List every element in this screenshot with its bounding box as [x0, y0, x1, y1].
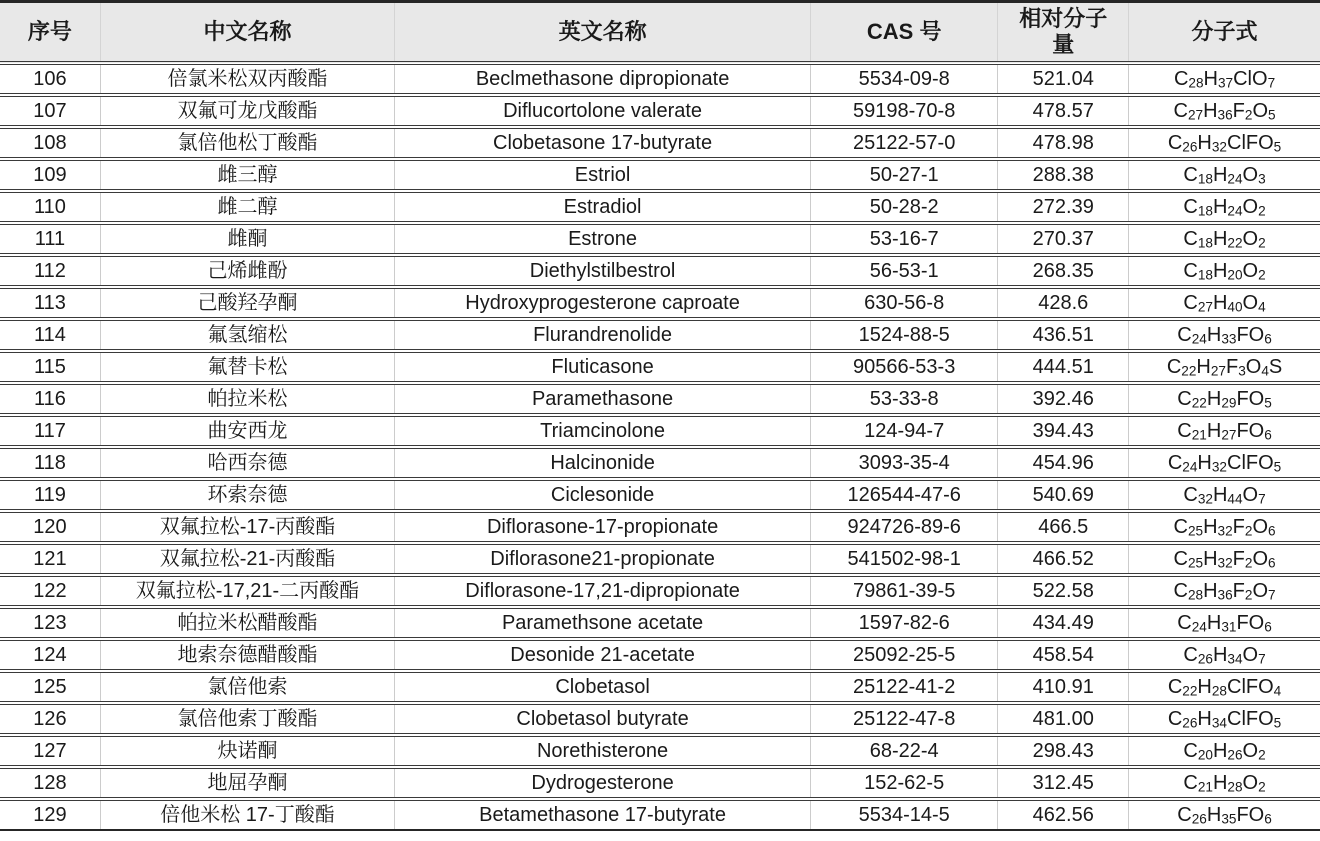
cell-english-name: Clobetasone 17-butyrate: [395, 127, 811, 159]
cell-index: 116: [0, 383, 100, 415]
table-row: [0, 703, 1320, 735]
cell-chinese-name: 帕拉米松: [100, 383, 394, 415]
cell-molecular-formula: $C_{26}H_{32}ClFO_5$: [1129, 127, 1320, 159]
cell-molecular-weight: 521.04: [998, 63, 1129, 95]
cell-molecular-formula: $C_{26}H_{34}ClFO_5$: [1129, 703, 1320, 735]
cell-cas-number: 25122-41-2: [810, 671, 997, 703]
cell-index: 114: [0, 319, 100, 351]
cell-molecular-formula: $C_{18}H_{24}O_3$: [1129, 159, 1320, 191]
cell-index: 126: [0, 703, 100, 735]
cell-chinese-name: 雌三醇: [100, 159, 394, 191]
cell-molecular-weight: 478.98: [998, 127, 1129, 159]
cell-chinese-name: 倍他米松 17-丁酸酯: [100, 799, 394, 830]
cell-english-name: Desonide 21-acetate: [395, 639, 811, 671]
cell-cas-number: 5534-09-8: [810, 63, 997, 95]
cell-english-name: Fluticasone: [395, 351, 811, 383]
cell-index: 109: [0, 159, 100, 191]
cell-chinese-name: 炔诺酮: [100, 735, 394, 767]
cell-chinese-name: 氯倍他索: [100, 671, 394, 703]
cell-cas-number: 56-53-1: [810, 255, 997, 287]
cell-molecular-weight: 394.43: [998, 415, 1129, 447]
cell-cas-number: 126544-47-6: [810, 479, 997, 511]
cell-index: 117: [0, 415, 100, 447]
cell-molecular-formula: $C_{18}H_{24}O_2$: [1129, 191, 1320, 223]
cell-molecular-formula: $C_{26}H_{35}FO_6$: [1129, 799, 1320, 830]
cell-index: 120: [0, 511, 100, 543]
table-row: [0, 351, 1320, 383]
table-row: [0, 415, 1320, 447]
cell-chinese-name: 己烯雌酚: [100, 255, 394, 287]
cell-molecular-weight: 270.37: [998, 223, 1129, 255]
cell-english-name: Diflorasone-17-propionate: [395, 511, 811, 543]
cell-cas-number: 25122-47-8: [810, 703, 997, 735]
cell-english-name: Ciclesonide: [395, 479, 811, 511]
cell-molecular-formula: $C_{21}H_{28}O_2$: [1129, 767, 1320, 799]
cell-chinese-name: 双氟拉松-21-丙酸酯: [100, 543, 394, 575]
cell-molecular-weight: 298.43: [998, 735, 1129, 767]
table-row: [0, 127, 1320, 159]
cell-molecular-weight: 466.52: [998, 543, 1129, 575]
cell-molecular-formula: $C_{25}H_{32}F_2O_6$: [1129, 543, 1320, 575]
cell-molecular-formula: $C_{22}H_{29}FO_5$: [1129, 383, 1320, 415]
header-molecular-weight: 相对分子量: [998, 2, 1129, 64]
cell-molecular-weight: 428.6: [998, 287, 1129, 319]
cell-molecular-weight: 268.35: [998, 255, 1129, 287]
cell-chinese-name: 氟氢缩松: [100, 319, 394, 351]
header-english-name: 英文名称: [395, 2, 811, 64]
cell-cas-number: 90566-53-3: [810, 351, 997, 383]
table-row: [0, 799, 1320, 830]
table-row: [0, 383, 1320, 415]
cell-molecular-formula: $C_{25}H_{32}F_2O_6$: [1129, 511, 1320, 543]
cell-molecular-weight: 522.58: [998, 575, 1129, 607]
cell-cas-number: 541502-98-1: [810, 543, 997, 575]
cell-molecular-weight: 454.96: [998, 447, 1129, 479]
cell-molecular-formula: $C_{32}H_{44}O_7$: [1129, 479, 1320, 511]
cell-cas-number: 924726-89-6: [810, 511, 997, 543]
cell-english-name: Clobetasol butyrate: [395, 703, 811, 735]
cell-molecular-formula: $C_{22}H_{28}ClFO_4$: [1129, 671, 1320, 703]
cell-chinese-name: 双氟可龙戊酸酯: [100, 95, 394, 127]
cell-molecular-weight: 288.38: [998, 159, 1129, 191]
cell-molecular-weight: 312.45: [998, 767, 1129, 799]
cell-chinese-name: 倍氯米松双丙酸酯: [100, 63, 394, 95]
cell-index: 107: [0, 95, 100, 127]
cell-index: 125: [0, 671, 100, 703]
cell-molecular-formula: $C_{22}H_{27}F_3O_4S$: [1129, 351, 1320, 383]
cell-molecular-weight: 458.54: [998, 639, 1129, 671]
cell-english-name: Triamcinolone: [395, 415, 811, 447]
cell-index: 128: [0, 767, 100, 799]
cell-molecular-weight: 392.46: [998, 383, 1129, 415]
cell-molecular-formula: $C_{27}H_{40}O_4$: [1129, 287, 1320, 319]
table-row: [0, 767, 1320, 799]
cell-molecular-weight: 478.57: [998, 95, 1129, 127]
cell-cas-number: 79861-39-5: [810, 575, 997, 607]
table-row: [0, 95, 1320, 127]
cell-molecular-weight: 434.49: [998, 607, 1129, 639]
cell-chinese-name: 氯倍他索丁酸酯: [100, 703, 394, 735]
table-row: [0, 735, 1320, 767]
cell-cas-number: 124-94-7: [810, 415, 997, 447]
table-row: [0, 191, 1320, 223]
cell-index: 112: [0, 255, 100, 287]
cell-chinese-name: 地索奈德醋酸酯: [100, 639, 394, 671]
table-row: [0, 223, 1320, 255]
cell-cas-number: 5534-14-5: [810, 799, 997, 830]
table-row: [0, 63, 1320, 95]
cell-molecular-formula: $C_{27}H_{36}F_2O_5$: [1129, 95, 1320, 127]
cell-molecular-formula: $C_{28}H_{36}F_2O_7$: [1129, 575, 1320, 607]
cell-molecular-formula: $C_{20}H_{26}O_2$: [1129, 735, 1320, 767]
cell-molecular-formula: $C_{18}H_{22}O_2$: [1129, 223, 1320, 255]
cell-cas-number: 152-62-5: [810, 767, 997, 799]
cell-cas-number: 630-56-8: [810, 287, 997, 319]
cell-molecular-weight: 436.51: [998, 319, 1129, 351]
cell-index: 127: [0, 735, 100, 767]
cell-cas-number: 68-22-4: [810, 735, 997, 767]
cell-english-name: Diflorasone-17,21-dipropionate: [395, 575, 811, 607]
table-row: [0, 671, 1320, 703]
cell-english-name: Hydroxyprogesterone caproate: [395, 287, 811, 319]
header-cas-number: CAS 号: [810, 2, 997, 64]
cell-chinese-name: 环索奈德: [100, 479, 394, 511]
cell-chinese-name: 哈西奈德: [100, 447, 394, 479]
cell-chinese-name: 己酸羟孕酮: [100, 287, 394, 319]
cell-english-name: Diflucortolone valerate: [395, 95, 811, 127]
cell-index: 115: [0, 351, 100, 383]
cell-molecular-formula: $C_{28}H_{37}ClO_7$: [1129, 63, 1320, 95]
cell-english-name: Estrone: [395, 223, 811, 255]
table-row: [0, 511, 1320, 543]
cell-cas-number: 25092-25-5: [810, 639, 997, 671]
cell-cas-number: 59198-70-8: [810, 95, 997, 127]
cell-index: 108: [0, 127, 100, 159]
cell-chinese-name: 雌二醇: [100, 191, 394, 223]
table-row: [0, 575, 1320, 607]
cell-molecular-weight: 462.56: [998, 799, 1129, 830]
cell-molecular-formula: $C_{21}H_{27}FO_6$: [1129, 415, 1320, 447]
cell-cas-number: 1524-88-5: [810, 319, 997, 351]
cell-english-name: Betamethasone 17-butyrate: [395, 799, 811, 830]
cell-chinese-name: 双氟拉松-17-丙酸酯: [100, 511, 394, 543]
cell-index: 113: [0, 287, 100, 319]
cell-english-name: Halcinonide: [395, 447, 811, 479]
cell-molecular-weight: 410.91: [998, 671, 1129, 703]
cell-english-name: Clobetasol: [395, 671, 811, 703]
cell-cas-number: 3093-35-4: [810, 447, 997, 479]
cell-index: 110: [0, 191, 100, 223]
cell-index: 111: [0, 223, 100, 255]
table-row: [0, 639, 1320, 671]
cell-molecular-formula: $C_{26}H_{34}O_7$: [1129, 639, 1320, 671]
cell-english-name: Paramethasone: [395, 383, 811, 415]
table-row: [0, 287, 1320, 319]
cell-molecular-formula: $C_{24}H_{31}FO_6$: [1129, 607, 1320, 639]
header-index: 序号: [0, 2, 100, 64]
table-row: [0, 479, 1320, 511]
cell-index: 118: [0, 447, 100, 479]
cell-molecular-formula: $C_{18}H_{20}O_2$: [1129, 255, 1320, 287]
cell-cas-number: 53-33-8: [810, 383, 997, 415]
cell-chinese-name: 双氟拉松-17,21-二丙酸酯: [100, 575, 394, 607]
compound-table-body: [0, 63, 1320, 830]
cell-chinese-name: 地屈孕酮: [100, 767, 394, 799]
cell-english-name: Diflorasone21-propionate: [395, 543, 811, 575]
cell-molecular-weight: 540.69: [998, 479, 1129, 511]
table-row: [0, 543, 1320, 575]
compound-table-header: [0, 2, 1320, 64]
cell-cas-number: 25122-57-0: [810, 127, 997, 159]
cell-english-name: Estradiol: [395, 191, 811, 223]
header-molecular-formula: 分子式: [1129, 2, 1320, 64]
cell-molecular-weight: 272.39: [998, 191, 1129, 223]
table-row: [0, 447, 1320, 479]
table-row: [0, 159, 1320, 191]
cell-molecular-formula: $C_{24}H_{33}FO_6$: [1129, 319, 1320, 351]
cell-molecular-weight: 481.00: [998, 703, 1129, 735]
cell-index: 122: [0, 575, 100, 607]
cell-english-name: Flurandrenolide: [395, 319, 811, 351]
cell-cas-number: 53-16-7: [810, 223, 997, 255]
cell-cas-number: 50-27-1: [810, 159, 997, 191]
cell-chinese-name: 曲安西龙: [100, 415, 394, 447]
cell-index: 119: [0, 479, 100, 511]
cell-english-name: Paramethsone acetate: [395, 607, 811, 639]
cell-cas-number: 50-28-2: [810, 191, 997, 223]
table-row: [0, 319, 1320, 351]
cell-english-name: Dydrogesterone: [395, 767, 811, 799]
cell-index: 124: [0, 639, 100, 671]
cell-index: 129: [0, 799, 100, 830]
cell-english-name: Norethisterone: [395, 735, 811, 767]
cell-english-name: Diethylstilbestrol: [395, 255, 811, 287]
cell-english-name: Beclmethasone dipropionate: [395, 63, 811, 95]
cell-molecular-weight: 444.51: [998, 351, 1129, 383]
header-row: [0, 2, 1320, 64]
cell-chinese-name: 氟替卡松: [100, 351, 394, 383]
header-chinese-name: 中文名称: [100, 2, 394, 64]
cell-molecular-weight: 466.5: [998, 511, 1129, 543]
cell-english-name: Estriol: [395, 159, 811, 191]
cell-cas-number: 1597-82-6: [810, 607, 997, 639]
cell-chinese-name: 雌酮: [100, 223, 394, 255]
cell-index: 123: [0, 607, 100, 639]
table-row: [0, 255, 1320, 287]
cell-chinese-name: 氯倍他松丁酸酯: [100, 127, 394, 159]
cell-chinese-name: 帕拉米松醋酸酯: [100, 607, 394, 639]
cell-index: 121: [0, 543, 100, 575]
cell-molecular-formula: $C_{24}H_{32}ClFO_5$: [1129, 447, 1320, 479]
table-row: [0, 607, 1320, 639]
cell-index: 106: [0, 63, 100, 95]
